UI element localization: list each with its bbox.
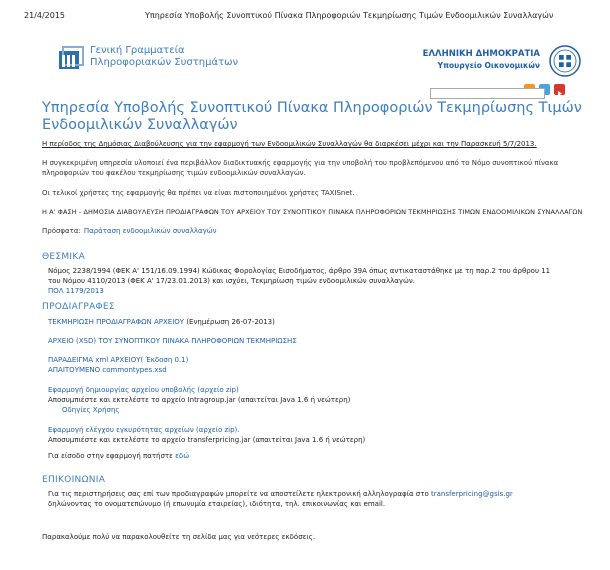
commontypes-link[interactable]: ΑΠΑΙΤΟΥΜΕΝΟ commontypes.xsd <box>48 366 167 374</box>
intro-paragraph: Η συγκεκριμένη υπηρεσία υλοποιεί ένα περιβάλλον διαδικτυακής εφαρμογής για την υποβολή του προβλεπόμενου από το Νόμο συνοπτικού πίνακα πληροφοριών του φακέλου τεκμηρίωσης τιμών ενδοομιλικών συναλλαγών. <box>42 159 559 177</box>
validator-row <box>48 425 240 435</box>
xsd-link[interactable]: ΑΡΧΕΙΟ (XSD) ΤΟΥ ΣΥΝΟΠΤΙΚΟΥ ΠΙΝΑΚΑ ΠΛΗΡΟΦΟΡΙΩΝ ΤΕΚΜΗΡΙΩΣΗΣ <box>48 337 297 345</box>
validator-desc: Αποσυμπιέστε και εκτελέστε το αρχείο transferpricing.jar (απαιτείται Java 1.6 ή νεώτερη) <box>48 436 366 444</box>
search-input[interactable] <box>430 88 545 99</box>
spec-doc-suffix: (Ενημέρωση 26-07-2013) <box>184 318 275 326</box>
youtube-icon[interactable] <box>554 84 565 95</box>
xml-example-link[interactable]: ΠΑΡΑΔΕΙΓΜΑ xml ΑΡΧΕΙΟΥ <box>48 356 141 364</box>
page-title: Υπηρεσία Υποβολής Συνοπτικού Πίνακα Πληροφοριών Τεκμηρίωσης Τιμών Ενδοομιλικών Συναλλαγών <box>42 100 582 133</box>
recent-line <box>42 227 217 235</box>
contact-email-link[interactable]: transferpricing@gsis.gr <box>430 490 513 498</box>
contact-paragraph <box>48 489 558 509</box>
validator-download-link[interactable]: Εφαρμογή ελέγχου εγκυρότητας αρχείων (αρχείο zip). <box>48 426 240 434</box>
section-heading-thematika: ΘΕΣΜΙΚΑ <box>42 252 86 262</box>
footer-text: Παρακαλούμε πολύ να παρακολουθείτε τη σελίδα μας για νεότερες εκδόσεις. <box>42 533 316 541</box>
logo-right-line1: ΕΛΛΗΝΙΚΗ ΔΗΜΟΚΡΑΤΙΑ <box>422 49 540 59</box>
spec-doc-link[interactable]: ΤΕΚΜΗΡΙΩΣΗ ΠΡΟΔΙΑΓΡΑΦΩΝ ΑΡΧΕΙΟΥ <box>48 318 185 326</box>
contact-text-before: Για τις περιστηρήσεις σας επί των προδιαγραφών μπορείτε να αποστείλετε ηλεκτρονική αλληλογραφία στο <box>48 490 429 498</box>
gsis-logo-icon <box>57 45 85 73</box>
main-content <box>42 100 582 134</box>
users-paragraph: Οι τελικοί χρήστες της εφαρμογής θα πρέπει να είναι πιστοποιημένοι χρήστες TAXISnet. <box>42 189 355 197</box>
logo-left-line1: Γενική Γραμματεία <box>90 45 185 56</box>
section-heading-specs: ΠΡΟΔΙΑΓΡΑΦΕΣ <box>42 302 115 312</box>
entry-link[interactable]: εδώ <box>175 452 190 460</box>
app-download-link[interactable]: Εφαρμογή δημιουργίας αρχείου υποβολής (αρχείο zip) <box>48 386 239 394</box>
recent-link[interactable]: Παράταση ενδοομιλικών συναλλαγών <box>83 227 217 235</box>
phase-heading: Η Α' ΦΑΣΗ - ΔΗΜΟΣΙΑ ΔΙΑΒΟΥΛΕΥΣΗ ΠΡΟΔΙΑΓΡΑΦΩΝ ΤΟΥ ΑΡΧΕΙΟΥ ΤΟΥ ΣΥΝΟΠΤΙΚΟΥ ΠΙΝΑΚΑ ΠΛΗΡΟΦΟΡΙΩΝ ΤΕΚΜΗΡΙΩΣΗΣ ΤΙΜΩΝ ΕΝΔΟΟΜΙΛΙΚΩΝ ΣΥΝΑΛΛΑΓΩΝ <box>42 208 583 216</box>
entry-row <box>48 451 189 461</box>
commontypes-row <box>48 365 167 375</box>
user-guide-link[interactable]: Οδηγίες Χρήσης <box>62 406 120 414</box>
print-date: 21/4/2015 <box>24 11 66 20</box>
app-row <box>48 385 239 395</box>
entry-text: Για είσοδο στην εφαρμογή πατήστε <box>48 452 173 460</box>
logo-left-line2: Πληροφοριακών Συστημάτων <box>90 57 239 68</box>
app-desc: Αποσυμπιέστε και εκτελέστε το αρχείο Intragroup.jar (απαιτείται Java 1.6 ή νεώτερη) <box>48 396 351 404</box>
xml-version: ( Έκδοση 0.1) <box>140 356 189 364</box>
logo-right-line2: Υπουργείο Οικονομικών <box>437 61 540 70</box>
print-title: Υπηρεσία Υποβολής Συνοπτικού Πίνακα Πληροφοριών Τεκμηρίωσης Τιμών Ενδοομιλικών Συναλλαγών <box>145 11 554 20</box>
xsd-row <box>48 336 297 346</box>
section-heading-contact: ΕΠΙΚΟΙΝΩΝΙΑ <box>42 475 106 485</box>
guide-row <box>62 405 120 415</box>
law-text: Νόμος 2238/1994 (ΦΕΚ Α' 151/16.09.1994) Κώδικας Φορολογίας Εισοδήματος, άρθρο 39Α όπως αντικαταστάθηκε με τη παρ.2 του άρθρου 11 του Νόμου 4110/2013 (ΦΕΚ Α' 17/23.01.2013) και ισχύει, Τεκμηρίωση τιμών ενδοομιλικών συναλλαγών. <box>48 267 551 285</box>
pol-link[interactable]: ΠΟΛ 1179/2013 <box>48 287 104 295</box>
contact-text-after: δηλώνοντας το ονοματεπώνυμο (ή επωνυμία εταιρείας), ιδιότητα, τηλ. επικοινωνίας και email. <box>48 500 386 508</box>
consultation-notice: Η περίοδος της Δημόσιας Διαβούλευσης για την εφαρμογή των Ενδοομιλικών Συναλλαγών θα διαρκέσει μέχρι και την Παρασκευή 5/7/2013. <box>42 140 537 148</box>
ministry-logo[interactable] <box>422 44 582 78</box>
gsis-logo[interactable] <box>57 42 247 76</box>
xml-row <box>48 355 188 365</box>
greek-seal-icon <box>548 44 582 78</box>
recent-label: Πρόσφατα: <box>42 227 81 235</box>
spec-doc-row <box>48 317 275 327</box>
